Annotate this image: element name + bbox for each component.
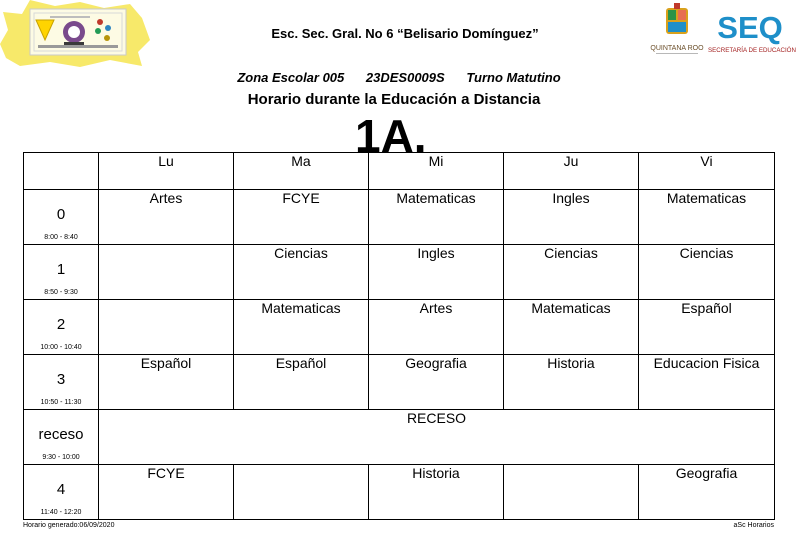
software-note: aSc Horarios: [733, 522, 774, 529]
period-time: 11:40 - 12:20: [40, 509, 82, 516]
period-time: 8:50 - 9:30: [44, 289, 78, 296]
seq-title: SEQ: [717, 10, 783, 45]
subject-cell: [234, 465, 369, 520]
period-label: 4: [56, 481, 66, 498]
subject-cell: Matematicas: [639, 190, 775, 245]
subject-cell: Ingles: [504, 190, 639, 245]
school-code: 23DES0009S: [365, 70, 445, 85]
subject-cell: Ciencias: [504, 245, 639, 300]
period-row: [24, 190, 775, 245]
period-label: 2: [56, 316, 66, 333]
period-cell: [24, 355, 99, 410]
zone-line: [0, 70, 798, 85]
subject-cell: Ingles: [369, 245, 504, 300]
generated-note: Horario generado:06/09/2020: [23, 522, 115, 529]
recess-cell: RECESO: [99, 410, 775, 465]
schedule-subtitle: Horario durante la Educación a Distancia: [247, 91, 541, 108]
period-time: 8:00 - 8:40: [44, 234, 78, 241]
day-header: Ma: [234, 153, 369, 190]
subject-cell: Artes: [99, 190, 234, 245]
subject-cell: Ciencias: [234, 245, 369, 300]
seq-subtitle: SECRETARÍA DE EDUCACIÓN: [708, 47, 796, 54]
school-name: Esc. Sec. Gral. No 6 “Belisario Domínguez”: [271, 26, 539, 41]
period-label: 3: [56, 371, 66, 388]
quintana-roo-text: QUINTANA ROO: [650, 45, 704, 52]
subject-cell: Matematicas: [369, 190, 504, 245]
period-cell: [24, 190, 99, 245]
period-row: [24, 465, 775, 520]
day-header: Mi: [369, 153, 504, 190]
period-cell: [24, 300, 99, 355]
period-cell: [24, 245, 99, 300]
school-title: [0, 26, 798, 41]
subject-cell: Geografia: [639, 465, 775, 520]
period-time: 10:00 - 10:40: [40, 344, 82, 351]
subject-cell: Matematicas: [234, 300, 369, 355]
schedule-table: [23, 152, 775, 520]
shift-text: Turno Matutino: [466, 70, 561, 85]
period-row: [24, 300, 775, 355]
subject-cell: Historia: [369, 465, 504, 520]
day-header: Lu: [99, 153, 234, 190]
period-label: 1: [56, 261, 66, 278]
subject-cell: [99, 245, 234, 300]
period-time: 9:30 - 10:00: [42, 454, 80, 461]
subject-cell: Historia: [504, 355, 639, 410]
subject-cell: Español: [639, 300, 775, 355]
subject-cell: Matematicas: [504, 300, 639, 355]
subject-cell: FCYE: [234, 190, 369, 245]
period-row: [24, 410, 775, 465]
corner-cell: [24, 153, 99, 190]
day-header-row: [24, 153, 775, 190]
schedule-body: [24, 153, 775, 520]
day-header: Vi: [639, 153, 775, 190]
subject-cell: [504, 465, 639, 520]
subject-cell: Educacion Fisica: [639, 355, 775, 410]
group-label: 1A.: [355, 110, 427, 153]
subject-cell: Artes: [369, 300, 504, 355]
subject-cell: Geografia: [369, 355, 504, 410]
subject-cell: Español: [234, 355, 369, 410]
subject-cell: FCYE: [99, 465, 234, 520]
day-header: Ju: [504, 153, 639, 190]
zone-text: Zona Escolar 005: [237, 70, 345, 85]
subject-cell: Ciencias: [639, 245, 775, 300]
subject-cell: [99, 300, 234, 355]
period-cell: [24, 465, 99, 520]
subject-cell: Español: [99, 355, 234, 410]
period-label: 0: [56, 206, 66, 223]
period-label: receso: [38, 426, 84, 443]
period-row: [24, 245, 775, 300]
period-time: 10:50 - 11:30: [40, 399, 82, 406]
period-cell: [24, 410, 99, 465]
period-row: [24, 355, 775, 410]
